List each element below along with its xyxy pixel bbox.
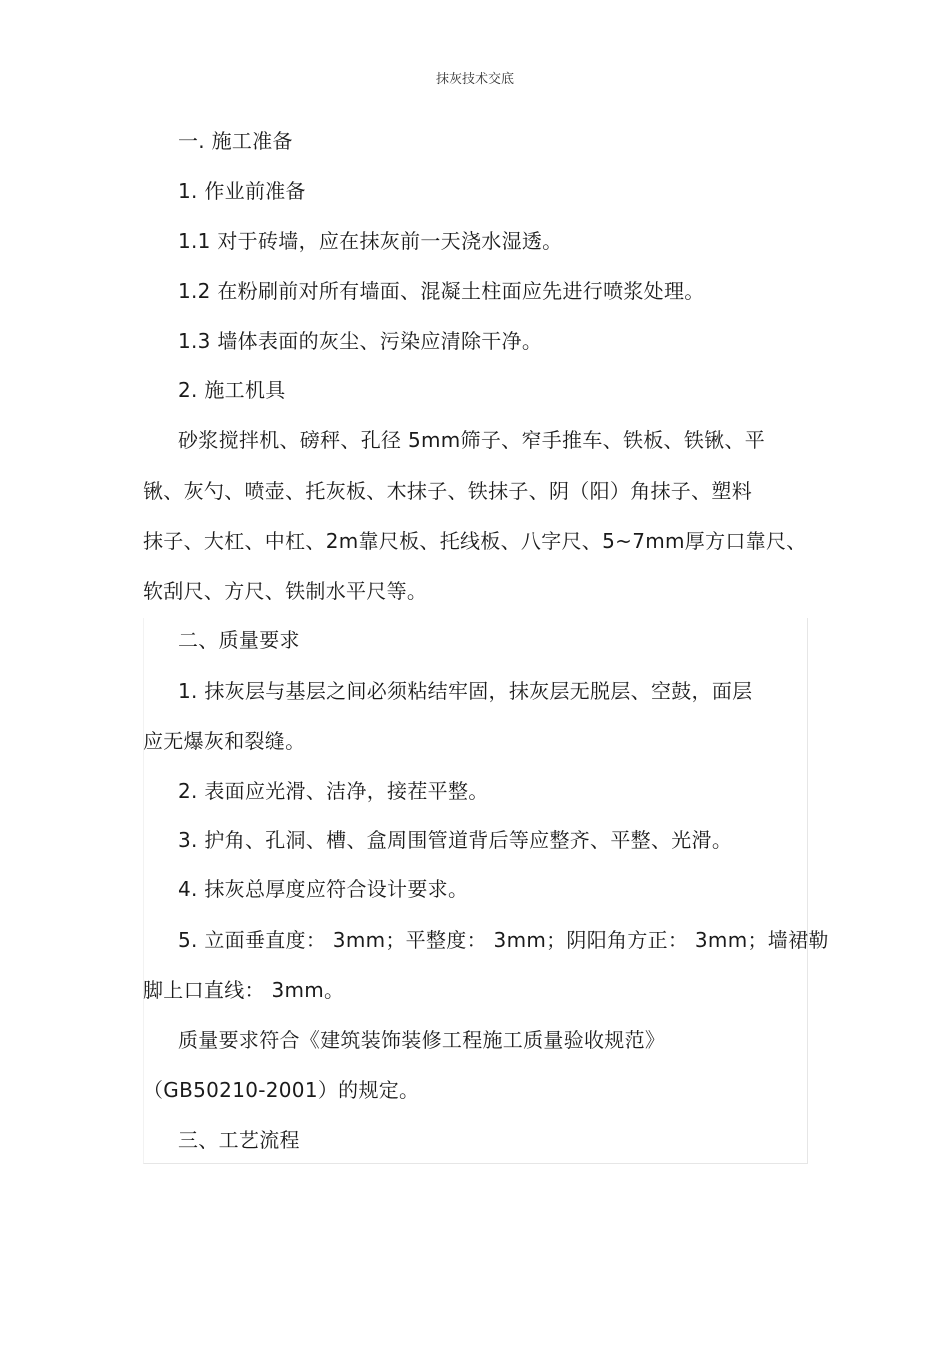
quality-standard-line-1: 质量要求符合《建筑装饰装修工程施工质量验收规范》 <box>178 1028 666 1052</box>
tools-line-4: 软刮尺、方尺、铁制水平尺等。 <box>143 579 428 603</box>
quality-item-1-line-1: 1. 抹灰层与基层之间必须粘结牢固，抹灰层无脱层、空鼓，面层 <box>178 679 753 703</box>
paragraph-1-3: 1.3 墙体表面的灰尘、污染应清除干净。 <box>178 329 543 353</box>
quality-item-5-line-2: 脚上口直线： 3mm。 <box>143 978 345 1002</box>
tools-line-1: 砂浆搅拌机、磅秤、孔径 5mm筛子、窄手推车、铁板、铁锹、平 <box>178 428 766 452</box>
quality-item-2: 2. 表面应光滑、洁净，接茬平整。 <box>178 779 489 803</box>
tools-line-3: 抹子、大杠、中杠、2m靠尺板、托线板、八字尺、5~7mm厚方口靠尺、 <box>143 529 807 553</box>
section-heading-preparation: 一. 施工准备 <box>178 129 293 153</box>
document-header: 抹灰技术交底 <box>435 72 514 87</box>
quality-standard-line-2: （GB50210-2001）的规定。 <box>143 1078 420 1102</box>
paragraph-1-2: 1.2 在粉刷前对所有墙面、混凝土柱面应先进行喷浆处理。 <box>178 279 705 303</box>
subheading-tools: 2. 施工机具 <box>178 378 286 402</box>
paragraph-1-1: 1.1 对于砖墙，应在抹灰前一天浇水湿透。 <box>178 229 563 253</box>
tools-line-2: 锹、灰勺、喷壶、托灰板、木抹子、铁抹子、阴（阳）角抹子、塑料 <box>143 479 752 503</box>
quality-item-4: 4. 抹灰总厚度应符合设计要求。 <box>178 877 469 901</box>
quality-item-5-line-1: 5. 立面垂直度： 3mm；平整度： 3mm；阴阳角方正： 3mm；墙裙勒 <box>178 928 829 952</box>
subheading-pre-work: 1. 作业前准备 <box>178 179 306 203</box>
section-heading-quality: 二、质量要求 <box>178 628 300 652</box>
quality-item-1-line-2: 应无爆灰和裂缝。 <box>143 729 306 753</box>
quality-item-3: 3. 护角、孔洞、槽、盒周围管道背后等应整齐、平整、光滑。 <box>178 828 733 852</box>
section-heading-process: 三、工艺流程 <box>178 1128 300 1152</box>
